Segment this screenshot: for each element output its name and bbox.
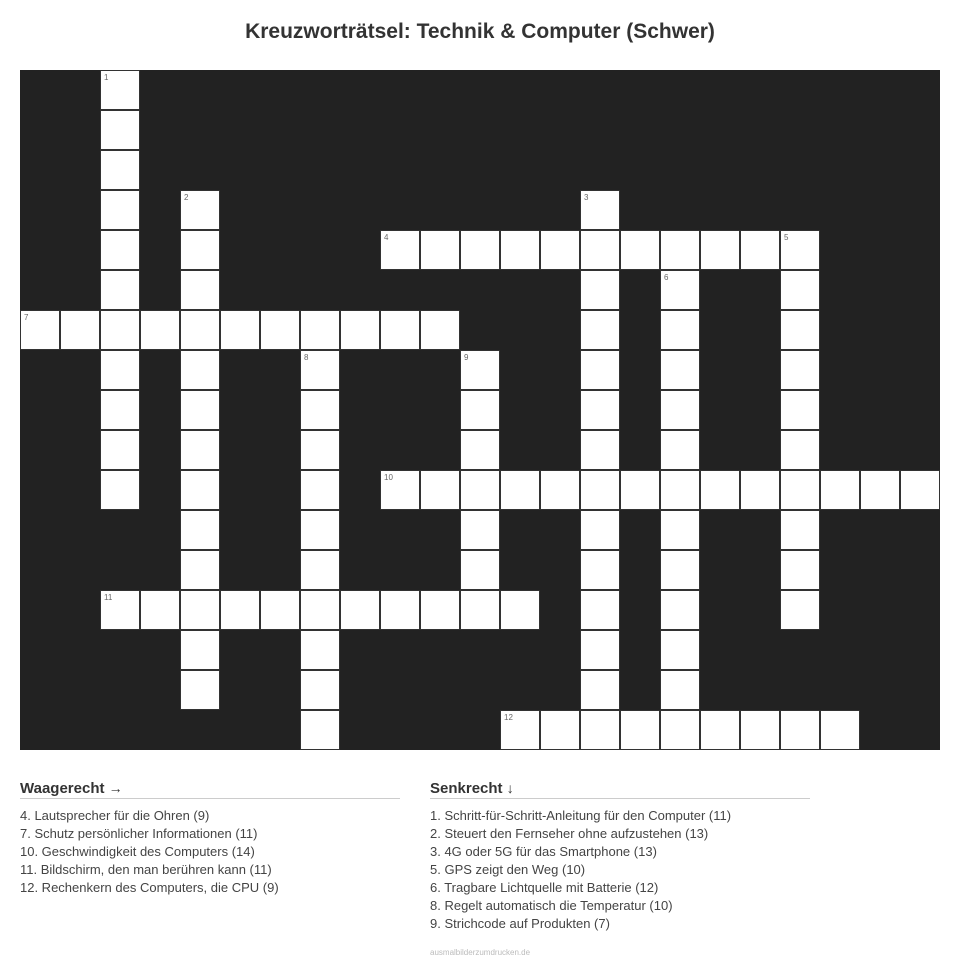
crossword-cell[interactable] bbox=[580, 190, 620, 230]
crossword-cell[interactable] bbox=[180, 510, 220, 550]
crossword-cell[interactable] bbox=[500, 470, 540, 510]
crossword-cell[interactable] bbox=[660, 550, 700, 590]
crossword-cell[interactable] bbox=[20, 310, 60, 350]
crossword-cell[interactable] bbox=[780, 430, 820, 470]
crossword-cell[interactable] bbox=[300, 670, 340, 710]
crossword-cell[interactable] bbox=[460, 550, 500, 590]
crossword-cell[interactable] bbox=[300, 710, 340, 750]
across-heading-label: Waagerecht bbox=[20, 780, 105, 797]
crossword-cell[interactable] bbox=[180, 430, 220, 470]
down-clue: 1. Schritt-für-Schritt-Anleitung für den Computer (11) bbox=[430, 808, 732, 823]
crossword-cell[interactable] bbox=[140, 590, 180, 630]
across-clue: 10. Geschwindigkeit des Computers (14) bbox=[20, 844, 255, 859]
down-heading-label: Senkrecht bbox=[430, 780, 503, 797]
clue-number: 9 bbox=[464, 353, 469, 362]
crossword-cell[interactable] bbox=[460, 230, 500, 270]
clue-number: 11 bbox=[104, 593, 113, 602]
crossword-cell[interactable] bbox=[580, 270, 620, 310]
crossword-cell[interactable] bbox=[300, 390, 340, 430]
down-clue: 2. Steuert den Fernseher ohne aufzustehen (13) bbox=[430, 826, 709, 841]
crossword-cell[interactable] bbox=[660, 230, 700, 270]
down-clue-list bbox=[430, 807, 810, 933]
crossword-cell[interactable] bbox=[620, 710, 660, 750]
crossword-cell[interactable] bbox=[580, 310, 620, 350]
crossword-cell[interactable] bbox=[180, 470, 220, 510]
crossword-cell[interactable] bbox=[260, 310, 300, 350]
crossword-cell[interactable] bbox=[660, 710, 700, 750]
crossword-cell[interactable] bbox=[740, 710, 780, 750]
clue-number: 10 bbox=[384, 473, 393, 482]
crossword-cell[interactable] bbox=[380, 230, 420, 270]
watermark: ausmalbilderzumdrucken.de bbox=[430, 948, 531, 957]
crossword-cell[interactable] bbox=[300, 510, 340, 550]
crossword-cell[interactable] bbox=[900, 470, 940, 510]
crossword-cell[interactable] bbox=[780, 230, 820, 270]
crossword-cell[interactable] bbox=[500, 230, 540, 270]
crossword-cell[interactable] bbox=[100, 390, 140, 430]
crossword-cell[interactable] bbox=[420, 230, 460, 270]
crossword-cell[interactable] bbox=[580, 590, 620, 630]
crossword-cell[interactable] bbox=[180, 310, 220, 350]
across-clues bbox=[20, 780, 400, 897]
crossword-cell[interactable] bbox=[540, 710, 580, 750]
crossword-cell[interactable] bbox=[180, 350, 220, 390]
across-clue: 12. Rechenkern des Computers, die CPU (9) bbox=[20, 880, 279, 895]
crossword-cell[interactable] bbox=[460, 350, 500, 390]
crossword-cell[interactable] bbox=[780, 270, 820, 310]
crossword-cell[interactable] bbox=[580, 670, 620, 710]
down-heading bbox=[430, 780, 810, 799]
across-clue: 4. Lautsprecher für die Ohren (9) bbox=[20, 808, 210, 823]
crossword-cell[interactable] bbox=[100, 590, 140, 630]
crossword-cell[interactable] bbox=[780, 310, 820, 350]
crossword-cell[interactable] bbox=[140, 310, 180, 350]
crossword-cell[interactable] bbox=[220, 590, 260, 630]
crossword-cell[interactable] bbox=[780, 550, 820, 590]
down-clues bbox=[430, 780, 810, 933]
crossword-cell[interactable] bbox=[580, 390, 620, 430]
crossword-cell[interactable] bbox=[220, 310, 260, 350]
arrow-down-icon: ↓ bbox=[506, 780, 514, 796]
crossword-cell[interactable] bbox=[180, 550, 220, 590]
crossword-cell[interactable] bbox=[580, 630, 620, 670]
crossword-cell[interactable] bbox=[340, 310, 380, 350]
crossword-cell[interactable] bbox=[660, 430, 700, 470]
down-clue: 3. 4G oder 5G für das Smartphone (13) bbox=[430, 844, 657, 859]
crossword-cell[interactable] bbox=[780, 710, 820, 750]
crossword-cell[interactable] bbox=[100, 470, 140, 510]
crossword-cell[interactable] bbox=[460, 390, 500, 430]
crossword-cell[interactable] bbox=[660, 390, 700, 430]
clue-number: 1 bbox=[104, 73, 109, 82]
crossword-cell[interactable] bbox=[820, 470, 860, 510]
crossword-cell[interactable] bbox=[100, 70, 140, 110]
crossword-cell[interactable] bbox=[700, 470, 740, 510]
crossword-cell[interactable] bbox=[580, 550, 620, 590]
crossword-cell[interactable] bbox=[780, 510, 820, 550]
crossword-cell[interactable] bbox=[100, 230, 140, 270]
crossword-cell[interactable] bbox=[700, 230, 740, 270]
crossword-cell[interactable] bbox=[580, 470, 620, 510]
crossword-cell[interactable] bbox=[740, 230, 780, 270]
crossword-cell[interactable] bbox=[180, 590, 220, 630]
down-clue: 8. Regelt automatisch die Temperatur (10) bbox=[430, 898, 673, 913]
crossword-cell[interactable] bbox=[580, 350, 620, 390]
crossword-cell[interactable] bbox=[300, 550, 340, 590]
crossword-cell[interactable] bbox=[460, 590, 500, 630]
crossword-cell[interactable] bbox=[100, 310, 140, 350]
crossword-cell[interactable] bbox=[580, 510, 620, 550]
crossword-cell[interactable] bbox=[860, 470, 900, 510]
crossword-cell[interactable] bbox=[580, 430, 620, 470]
crossword-cell[interactable] bbox=[300, 590, 340, 630]
crossword-cell[interactable] bbox=[580, 230, 620, 270]
crossword-cell[interactable] bbox=[180, 190, 220, 230]
crossword-cell[interactable] bbox=[660, 630, 700, 670]
crossword-cell[interactable] bbox=[580, 710, 620, 750]
crossword-cell[interactable] bbox=[780, 390, 820, 430]
crossword-cell[interactable] bbox=[180, 630, 220, 670]
crossword-cell[interactable] bbox=[300, 470, 340, 510]
crossword-cell[interactable] bbox=[300, 430, 340, 470]
crossword-cell[interactable] bbox=[460, 510, 500, 550]
clue-number: 3 bbox=[584, 193, 589, 202]
clue-number: 4 bbox=[384, 233, 389, 242]
crossword-cell[interactable] bbox=[60, 310, 100, 350]
crossword-cell[interactable] bbox=[340, 590, 380, 630]
crossword-cell[interactable] bbox=[620, 470, 660, 510]
crossword-cell[interactable] bbox=[500, 710, 540, 750]
crossword-cell[interactable] bbox=[180, 270, 220, 310]
crossword-cell[interactable] bbox=[660, 350, 700, 390]
crossword-cell[interactable] bbox=[820, 710, 860, 750]
crossword-cell[interactable] bbox=[500, 590, 540, 630]
crossword-cell[interactable] bbox=[100, 270, 140, 310]
crossword-cell[interactable] bbox=[380, 470, 420, 510]
crossword-cell[interactable] bbox=[420, 310, 460, 350]
page-title: Kreuzworträtsel: Technik & Computer (Schwer) bbox=[245, 20, 715, 43]
crossword-cell[interactable] bbox=[380, 590, 420, 630]
crossword-cell[interactable] bbox=[420, 590, 460, 630]
crossword-cell[interactable] bbox=[260, 590, 300, 630]
down-clue: 6. Tragbare Lichtquelle mit Batterie (12) bbox=[430, 880, 659, 895]
crossword-cell[interactable] bbox=[300, 350, 340, 390]
crossword-cell[interactable] bbox=[620, 230, 660, 270]
crossword-cell[interactable] bbox=[660, 590, 700, 630]
down-clue: 9. Strichcode auf Produkten (7) bbox=[430, 916, 610, 931]
crossword-cell[interactable] bbox=[540, 470, 580, 510]
clue-number: 2 bbox=[184, 193, 189, 202]
crossword-cell[interactable] bbox=[660, 670, 700, 710]
crossword-cell[interactable] bbox=[180, 390, 220, 430]
crossword-cell[interactable] bbox=[780, 470, 820, 510]
crossword-cell[interactable] bbox=[780, 350, 820, 390]
crossword-cell[interactable] bbox=[180, 670, 220, 710]
across-clue: 11. Bildschirm, den man berühren kann (11) bbox=[20, 862, 272, 877]
across-clue: 7. Schutz persönlicher Informationen (11) bbox=[20, 826, 258, 841]
across-heading bbox=[20, 780, 400, 799]
crossword-cell[interactable] bbox=[460, 430, 500, 470]
arrow-right-icon: → bbox=[108, 780, 123, 796]
crossword-cell[interactable] bbox=[300, 310, 340, 350]
crossword-cell[interactable] bbox=[460, 470, 500, 510]
clue-number: 8 bbox=[304, 353, 309, 362]
crossword-cell[interactable] bbox=[100, 110, 140, 150]
crossword-cell[interactable] bbox=[100, 430, 140, 470]
crossword-cell[interactable] bbox=[780, 590, 820, 630]
crossword-cell[interactable] bbox=[540, 230, 580, 270]
crossword-cell[interactable] bbox=[100, 350, 140, 390]
crossword-cell[interactable] bbox=[420, 470, 460, 510]
down-clue: 5. GPS zeigt den Weg (10) bbox=[430, 862, 586, 877]
crossword-cell[interactable] bbox=[660, 470, 700, 510]
crossword-cell[interactable] bbox=[660, 510, 700, 550]
clue-number: 6 bbox=[664, 273, 669, 282]
crossword-cell[interactable] bbox=[380, 310, 420, 350]
clue-number: 7 bbox=[24, 313, 29, 322]
across-clue-list bbox=[20, 807, 400, 897]
crossword-cell[interactable] bbox=[100, 190, 140, 230]
clue-number: 12 bbox=[504, 713, 513, 722]
crossword-grid bbox=[20, 70, 940, 750]
crossword-cell[interactable] bbox=[700, 710, 740, 750]
crossword-cell[interactable] bbox=[660, 310, 700, 350]
crossword-cell[interactable] bbox=[100, 150, 140, 190]
crossword-cell[interactable] bbox=[180, 230, 220, 270]
crossword-cell[interactable] bbox=[740, 470, 780, 510]
clue-number: 5 bbox=[784, 233, 789, 242]
crossword-cell[interactable] bbox=[660, 270, 700, 310]
crossword-cell[interactable] bbox=[300, 630, 340, 670]
